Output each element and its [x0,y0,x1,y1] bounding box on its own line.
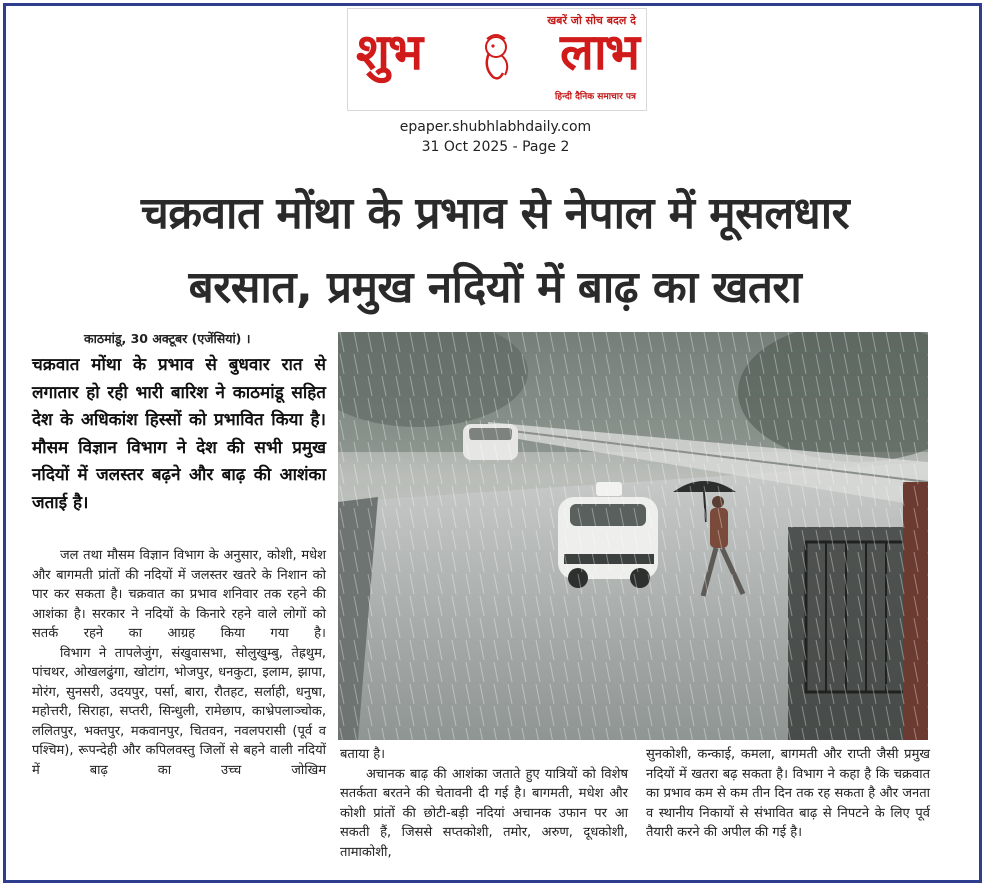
article-paragraph-2: विभाग ने तापलेजुंग, संखुवासभा, सोलुखुम्बु, तेह्रथुम, पांचथर, ओखलढुंगा, खोटांग, भोजपुर, धनकुटा, इलाम, झापा, मोरंग, सुनसरी, उदयपुर, पर्सा, बारा, रौतहट, सर्लाही, धनुषा, महोत्तरी, सिराहा, सप्तरी, सिन्धुली, रामेछाप, काभ्रेपलाञ्चोक, ललितपुर, भक्तपुर, मकवानपुर, चितवन, नवलपरासी (पूर्व व पश्चिम), रूपन्देही और कपिलवस्तु जिलों से बहने वाली नदियों में बाढ़ का उच्च जोखिम [32,645,326,778]
article-dateline: काठमांडू, 30 अक्टूबर (एजेंसियां) । [84,331,251,346]
article-column-2 [340,745,628,862]
article-column-3 [646,745,930,843]
headline-line-1: चक्रवात मोंथा के प्रभाव से नेपाल में मूसलधार [140,188,850,239]
masthead-tagline: खबरें जो सोच बदल दे [547,14,636,27]
headline-line-2: बरसात, प्रमुख नदियों में बाढ़ का खतरा [188,262,802,313]
epaper-url: epaper.shubhlabhdaily.com [399,119,592,135]
article-column-1 [32,546,326,780]
rain-street-image [338,332,928,740]
article-paragraph-1: जल तथा मौसम विज्ञान विभाग के अनुसार, कोशी, मधेश और बागमती प्रांतों की नदियों में जलस्तर खतरे के निशान को पार कर सकता है। चक्रवात का प्रभाव शनिवार तक रहने की आशंका है। सरकार ने नदियों के किनारे रहने वाले लोगों को सतर्क रहने का आग्रह किया गया है। [32,548,326,641]
masthead-subtag: हिन्दी दैनिक समाचार पत्र [554,92,636,102]
rain-photo [338,332,928,740]
masthead-logo [347,8,647,111]
logo-word-right: लाभ [560,23,638,81]
logo-word-left: शुभ [356,23,422,81]
article-lead: चक्रवात मोंथा के प्रभाव से बुधवार रात से लगातार हो रही भारी बारिश ने काठमांडू सहित देश के अधिकांश हिस्सों को प्रभावित किया है। मौसम विज्ञान विभाग ने देश की सभी प्रमुख नदियों में जलस्तर बढ़ने और बाढ़ की आशंका जताई है। [32,355,326,513]
article-paragraph-3: अचानक बाढ़ की आशंका जताते हुए यात्रियों को विशेष सतर्कता बरतने की चेतावनी दी गई है। बागमती, मधेश और कोशी प्रांतों की छोटी-बड़ी नदियां अचानक उफान पर आ सकती हैं, जिससे सप्तकोशी, तमोर, अरुण, दूधकोशी, तामाकोशी, [340,766,628,860]
article-paragraph-4: सुनकोशी, कन्काई, कमला, बागमती और राप्ती जैसी प्रमुख नदियों में खतरा बढ़ सकता है। विभाग ने कहा है कि चक्रवात का प्रभाव कम से कम तीन दिन तक रह सकता है और जनता व स्थानीय निकायों से संभावित बाढ़ से निपटने के लिए पूर्व तैयारी करने की अपील की गई है। [646,747,930,840]
ganesh-icon [475,33,517,83]
article-continuation: बताया है। [340,747,386,762]
edition-date-page: 31 Oct 2025 - Page 2 [421,139,570,155]
